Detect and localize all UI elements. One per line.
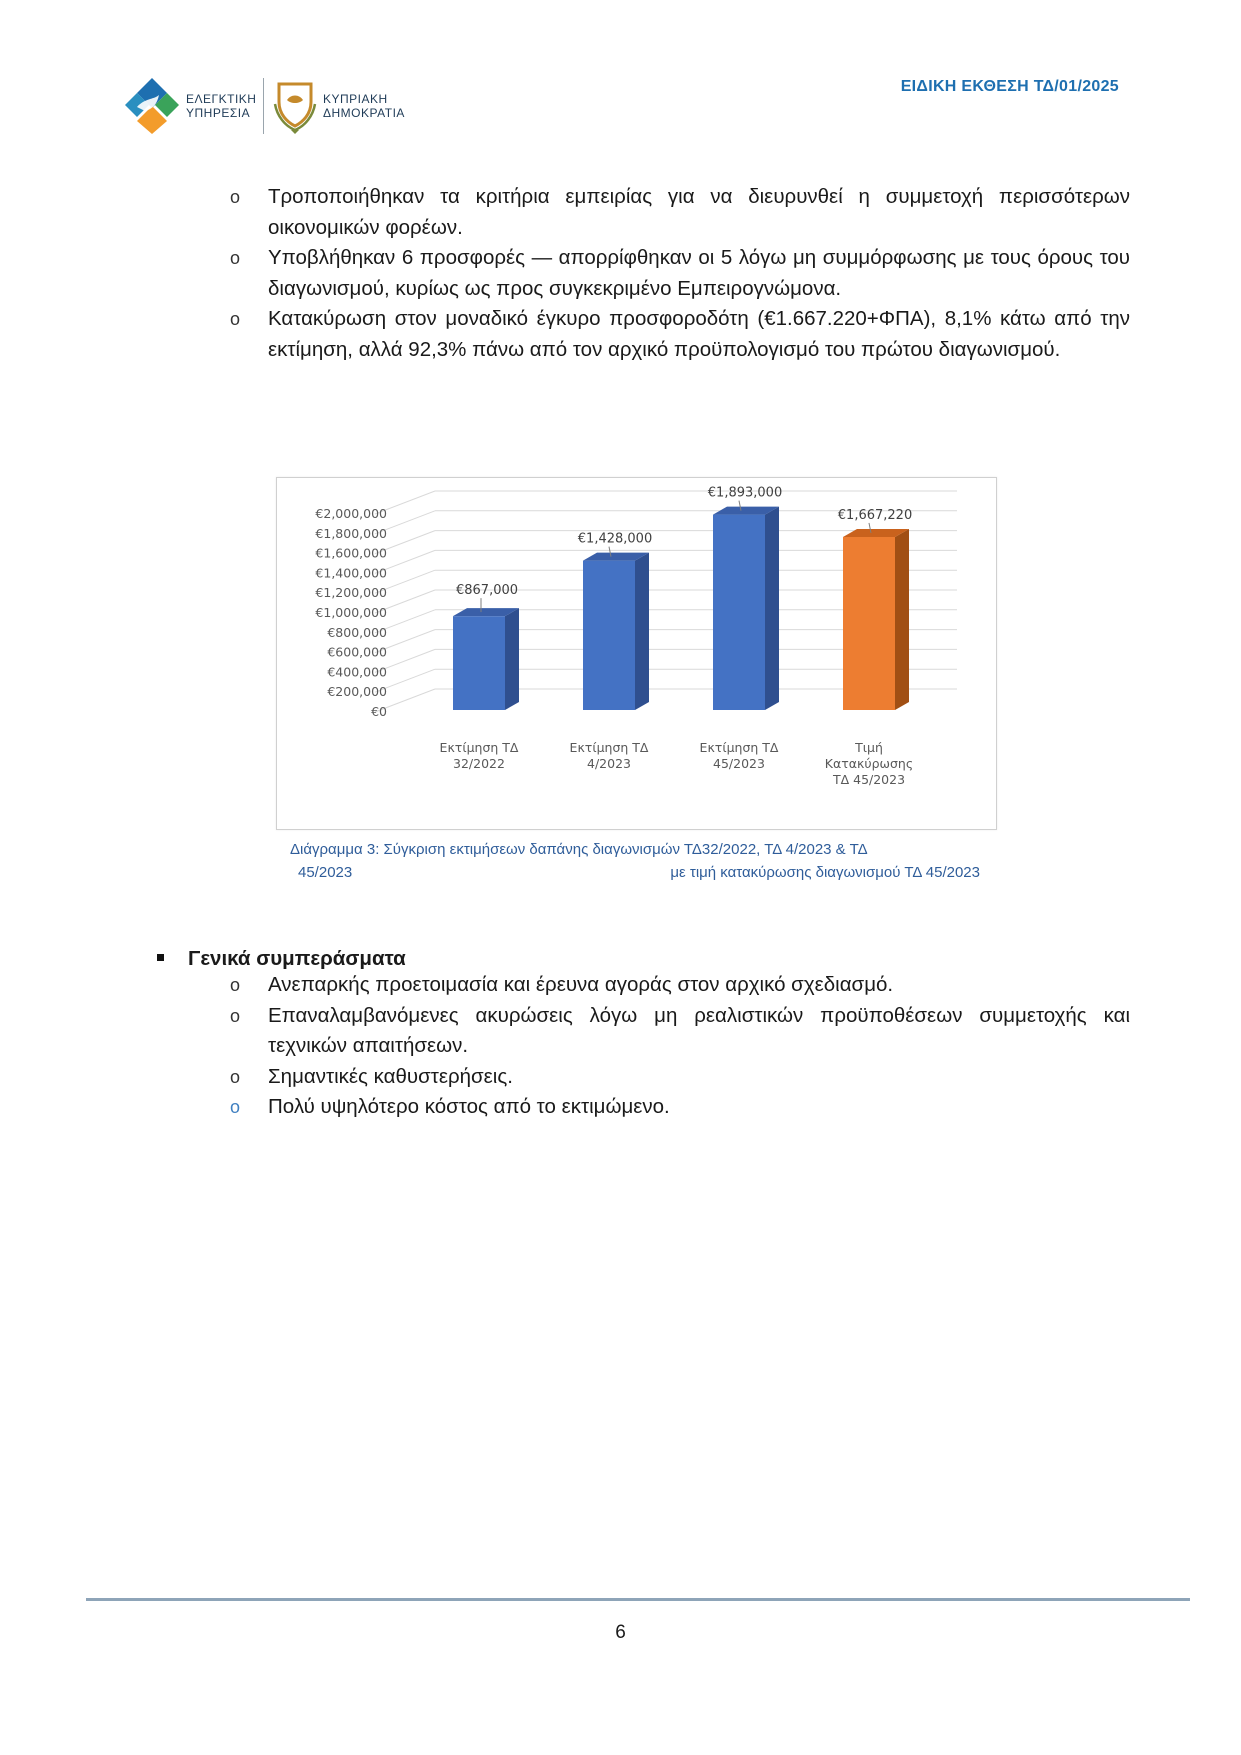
cost-comparison-chart	[277, 478, 996, 829]
circle-bullet-icon: o	[230, 1097, 241, 1117]
bar	[583, 561, 635, 710]
page-number: 6	[615, 1622, 626, 1643]
list-item	[230, 1092, 1130, 1123]
bar-side	[635, 553, 649, 710]
y-tick-label: €0	[371, 704, 387, 719]
conclusions-heading-text: Γενικά συμπεράσματα	[188, 947, 406, 970]
cyprus-republic-line1: ΚΥΠΡΙΑΚΗ	[323, 92, 388, 106]
circle-bullet-icon: o	[230, 975, 241, 995]
data-label: €1,428,000	[577, 531, 653, 547]
circle-bullet-icon: o	[230, 1005, 241, 1026]
logo-divider	[263, 78, 264, 134]
bar-side	[895, 529, 909, 710]
list-item	[230, 182, 1130, 243]
square-bullet-icon	[157, 954, 164, 961]
conclusions-list	[230, 970, 1130, 1123]
header-logos	[123, 76, 423, 138]
x-tick-label: Κατακύρωσης	[824, 756, 914, 771]
data-label: €1,667,220	[837, 507, 913, 523]
report-id: ΕΙΔΙΚΗ ΕΚΘΕΣΗ ΤΔ/01/2025	[900, 78, 1119, 95]
bar	[843, 537, 895, 710]
list-item	[230, 304, 1130, 365]
x-tick-label: Εκτίμηση ΤΔ	[439, 740, 519, 755]
caption-line2	[290, 861, 990, 884]
y-tick-label: €2,000,000	[315, 506, 387, 521]
chart-caption	[290, 838, 990, 884]
data-label: €1,893,000	[707, 485, 783, 501]
x-tick-label: 4/2023	[587, 756, 631, 771]
list-item-text: Σημαντικές καθυστερήσεις.	[268, 1064, 513, 1088]
y-tick-label: €200,000	[327, 684, 387, 700]
list-item-text: Τροποποιήθηκαν τα κριτήρια εμπειρίας για να διευρυνθεί η συμμετοχή περισσότερων οικονομικών φορέων.	[268, 185, 1130, 239]
list-item-text: Πολύ υψηλότερο κόστος από το εκτιμώμενο.	[268, 1095, 670, 1118]
x-tick-label: Εκτίμηση ΤΔ	[569, 740, 649, 755]
top-bullet-list	[230, 182, 1130, 365]
chart-frame	[276, 477, 997, 830]
x-tick-label: Τιμή	[855, 740, 883, 755]
circle-bullet-icon: o	[230, 248, 241, 268]
y-tick-label: €800,000	[327, 624, 387, 640]
caption-line1: Διάγραμμα 3: Σύγκριση εκτιμήσεων δαπάνης διαγωνισμών ΤΔ32/2022, ΤΔ 4/2023 & ΤΔ	[290, 841, 868, 858]
list-item-text: Ανεπαρκής προετοιμασία και έρευνα αγοράς στον αρχικό σχεδιασμό.	[268, 973, 894, 996]
bar	[713, 515, 765, 710]
audit-office-name-line2: ΥΠΗΡΕΣΙΑ	[186, 106, 251, 120]
list-item-text: Υποβλήθηκαν 6 προσφορές — απορρίφθηκαν οι 5 λόγω μη συμμόρφωσης με τους όρους του διαγωνισμού, κυρίως ως προς συγκεκριμένο Εμπειρογνώμονα.	[268, 246, 1130, 300]
bar-side	[765, 507, 779, 710]
y-tick-label: €1,200,000	[315, 585, 387, 601]
caption-line2-left: 45/2023	[298, 864, 353, 881]
list-item	[230, 970, 1130, 1001]
x-tick-label: ΤΔ 45/2023	[832, 772, 906, 787]
circle-bullet-icon: o	[230, 187, 241, 207]
footer-rule	[86, 1598, 1190, 1601]
bar-side	[505, 608, 519, 710]
y-tick-label: €1,800,000	[315, 525, 387, 541]
y-tick-label: €1,400,000	[315, 565, 387, 581]
audit-office-name-line1: ΕΛΕΓΚΤΙΚΗ	[186, 92, 257, 106]
list-item	[230, 1062, 1130, 1093]
x-tick-label: Εκτίμηση ΤΔ	[699, 740, 779, 755]
audit-office-logo-icon	[123, 76, 181, 134]
data-label: €867,000	[455, 583, 519, 599]
caption-line2-right: με τιμή κατακύρωσης διαγωνισμού ΤΔ 45/2023	[670, 864, 980, 881]
list-item	[230, 243, 1130, 304]
cyprus-republic-line2: ΔΗΜΟΚΡΑΤΙΑ	[323, 106, 405, 120]
y-tick-label: €1,600,000	[315, 545, 387, 561]
x-tick-label: 45/2023	[713, 756, 765, 771]
bar	[453, 616, 505, 710]
cyprus-crest-icon	[271, 78, 319, 134]
circle-bullet-icon: o	[230, 1066, 241, 1087]
y-tick-label: €400,000	[327, 664, 387, 680]
list-item-text: Κατακύρωση στον μοναδικό έγκυρο προσφοροδότη (€1.667.220+ΦΠΑ), 8,1% κάτω από την εκτίμηση, αλλά 92,3% πάνω από τον αρχικό προϋπολογισμό του πρώτου διαγωνισμού.	[268, 307, 1130, 361]
circle-bullet-icon: o	[230, 309, 241, 329]
y-tick-label: €1,000,000	[315, 605, 387, 620]
list-item-text: Επαναλαμβανόμενες ακυρώσεις λόγω μη ρεαλιστικών προϋποθέσεων συμμετοχής και τεχνικών απαιτήσεων.	[268, 1003, 1130, 1057]
y-tick-label: €600,000	[327, 644, 387, 660]
conclusions-heading	[157, 947, 406, 971]
list-item	[230, 1001, 1130, 1062]
x-tick-label: 32/2022	[453, 756, 505, 771]
